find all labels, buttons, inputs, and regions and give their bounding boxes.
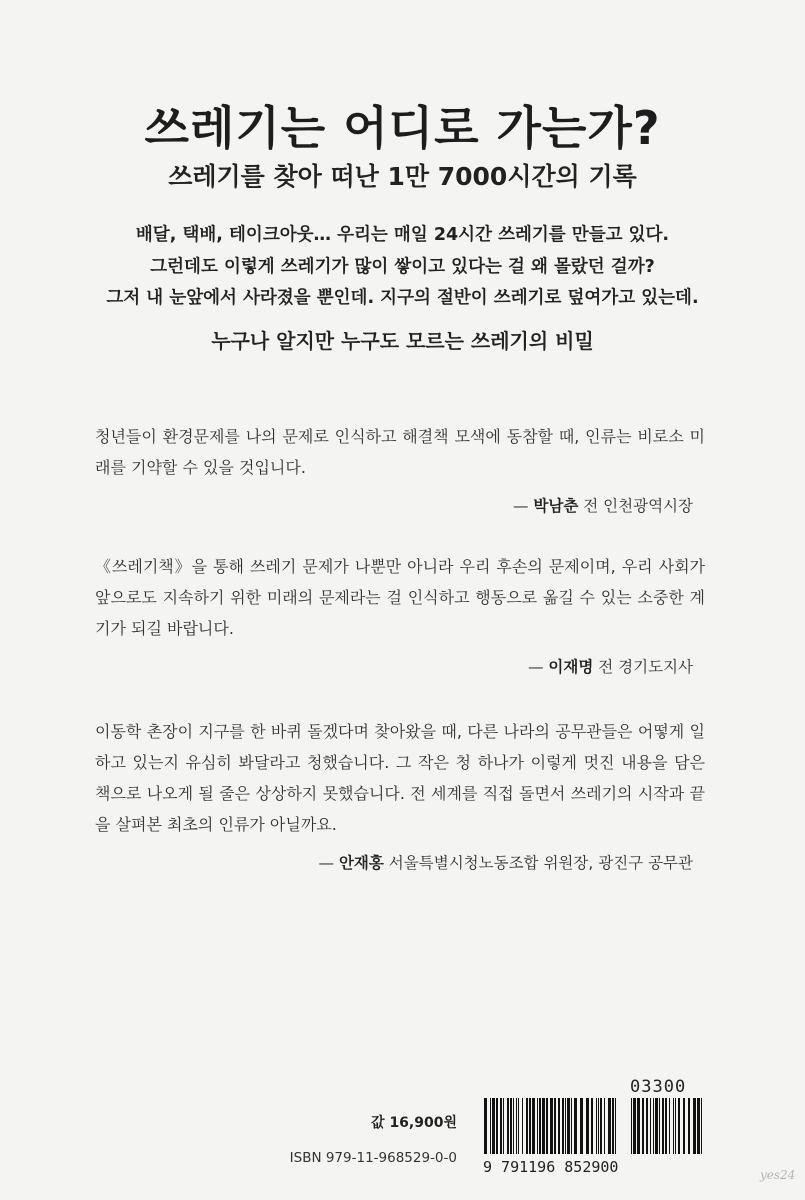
barcode-bar: [612, 1098, 614, 1154]
barcode-bar: [655, 1098, 658, 1154]
barcode-bar: [673, 1098, 674, 1154]
isbn-label: ISBN 979-11-968529-0-0: [289, 1150, 457, 1166]
barcode-bar: [546, 1098, 548, 1154]
barcode-bar: [526, 1098, 528, 1154]
endorsement-quote: [95, 716, 705, 879]
barcode-bar: [600, 1098, 602, 1154]
endorser-name: 안재홍: [338, 854, 384, 872]
barcode-bar: [678, 1098, 680, 1154]
barcode-bar: [633, 1098, 636, 1154]
barcode-bar: [558, 1098, 560, 1154]
barcode-addon-digits: 03300: [630, 1077, 687, 1097]
barcode-bar: [529, 1098, 531, 1154]
barcode-digits: 9 791196 852900: [483, 1158, 619, 1176]
attribution-dash: —: [527, 658, 544, 676]
barcode-bar: [532, 1098, 535, 1154]
barcode-bar: [642, 1098, 644, 1154]
barcode-bar: [688, 1098, 690, 1154]
barcode-bar: [697, 1098, 700, 1154]
barcode-bar: [507, 1098, 509, 1154]
barcode-bar: [662, 1098, 664, 1154]
barcode-bar: [683, 1098, 685, 1154]
barcode-bar: [598, 1098, 599, 1154]
barcode-bar: [516, 1098, 517, 1154]
barcode-bar: [562, 1098, 564, 1154]
endorser-role: 전 인천광역시장: [583, 497, 693, 515]
barcode-bar: [615, 1098, 616, 1154]
quote-text: 《쓰레기책》을 통해 쓰레기 문제가 나뿐만 아니라 우리 후손의 문제이며, 우리 사회가 앞으로도 지속하기 위한 미래의 문제라는 걸 인식하고 행동으로 옮길 수 있는 소중한 계기가 되길 바랍니다.: [95, 557, 705, 638]
barcode-bar: [653, 1098, 654, 1154]
barcode-bar: [675, 1098, 676, 1154]
endorser-name: 박남춘: [533, 497, 579, 515]
addon-barcode: [630, 1098, 706, 1154]
endorser-role: 서울특별시청노동조합 위원장, 광진구 공무관: [388, 854, 693, 872]
barcode-bar: [554, 1098, 556, 1154]
isbn-barcode: [483, 1098, 621, 1154]
barcode-bar: [701, 1098, 702, 1154]
barcode-bar: [492, 1098, 495, 1154]
barcode-bar: [650, 1098, 651, 1154]
barcode-bar: [608, 1098, 611, 1154]
barcode-bar: [571, 1098, 572, 1154]
barcode-bar: [604, 1098, 605, 1154]
barcode-bar: [631, 1098, 632, 1154]
barcode-bar: [580, 1098, 583, 1154]
endorsement-quote: [95, 421, 705, 522]
barcode-bar: [484, 1098, 487, 1154]
intro-line: 그저 내 눈앞에서 사라졌을 뿐인데. 지구의 절반이 쓰레기로 덮여가고 있는데.: [106, 288, 699, 308]
barcode-bar: [693, 1098, 696, 1154]
endorser-role: 전 경기도지사: [598, 658, 693, 676]
price-label: 값 16,900원: [371, 1115, 457, 1131]
barcode-bar: [646, 1098, 648, 1154]
intro-block: [0, 220, 805, 315]
barcode-bar: [522, 1098, 523, 1154]
barcode-bar: [574, 1098, 577, 1154]
barcode-bar: [496, 1098, 498, 1154]
quote-attribution: [95, 652, 705, 683]
barcode-bar: [518, 1098, 519, 1154]
barcode-bar: [550, 1098, 553, 1154]
watermark-stamp: yes24: [760, 1168, 796, 1182]
subtitle: 쓰레기를 찾아 떠난 1만 7000시간의 기록: [168, 162, 637, 191]
quote-attribution: [95, 848, 705, 879]
page-title: 쓰레기는 어디로 가는가?: [144, 101, 661, 155]
intro-line: 그런데도 이렇게 쓰레기가 많이 쌓이고 있다는 걸 왜 몰랐던 걸까?: [150, 256, 655, 277]
barcode-bar: [542, 1098, 545, 1154]
endorsement-quote: [95, 551, 705, 683]
endorser-name: 이재명: [548, 658, 594, 676]
barcode-bar: [513, 1098, 514, 1154]
barcode-bar: [659, 1098, 660, 1154]
quote-attribution: [95, 491, 705, 522]
intro-line: 배달, 택배, 테이크아웃… 우리는 매일 24시간 쓰레기를 만들고 있다.: [135, 225, 670, 245]
barcode-bar: [591, 1098, 593, 1154]
tagline: 누구나 알지만 누구도 모르는 쓰레기의 비밀: [211, 329, 594, 353]
barcode-bar: [490, 1098, 491, 1154]
barcode-bar: [586, 1098, 589, 1154]
barcode-bar: [537, 1098, 538, 1154]
barcode-bar: [637, 1098, 640, 1154]
barcode-bar: [500, 1098, 502, 1154]
barcode-bar: [669, 1098, 670, 1154]
barcode-bar: [503, 1098, 504, 1154]
quote-text: 이동학 촌장이 지구를 한 바퀴 돌겠다며 찾아왔을 때, 다른 나라의 공무관들은 어떻게 일하고 있는지 유심히 봐달라고 청했습니다. 그 작은 청 하나가 이렇게 멋진 내용을 담은 책으로 나오게 될 줄은 상상하지 못했습니다. 전 세계를 직접 돌면서 쓰레기의 시작과 끝을 살펴본 최초의 인류가 아닐까요.: [95, 722, 705, 834]
barcode-bar: [665, 1098, 667, 1154]
barcode-bar: [567, 1098, 570, 1154]
barcode-bar: [510, 1098, 512, 1154]
attribution-dash: —: [512, 497, 529, 515]
barcode-bar: [596, 1098, 597, 1154]
quote-text: 청년들이 환경문제를 나의 문제로 인식하고 해결책 모색에 동참할 때, 인류는 비로소 미래를 기약할 수 있을 것입니다.: [95, 427, 705, 477]
barcode-bar: [565, 1098, 566, 1154]
attribution-dash: —: [318, 854, 334, 872]
barcode-bar: [539, 1098, 541, 1154]
